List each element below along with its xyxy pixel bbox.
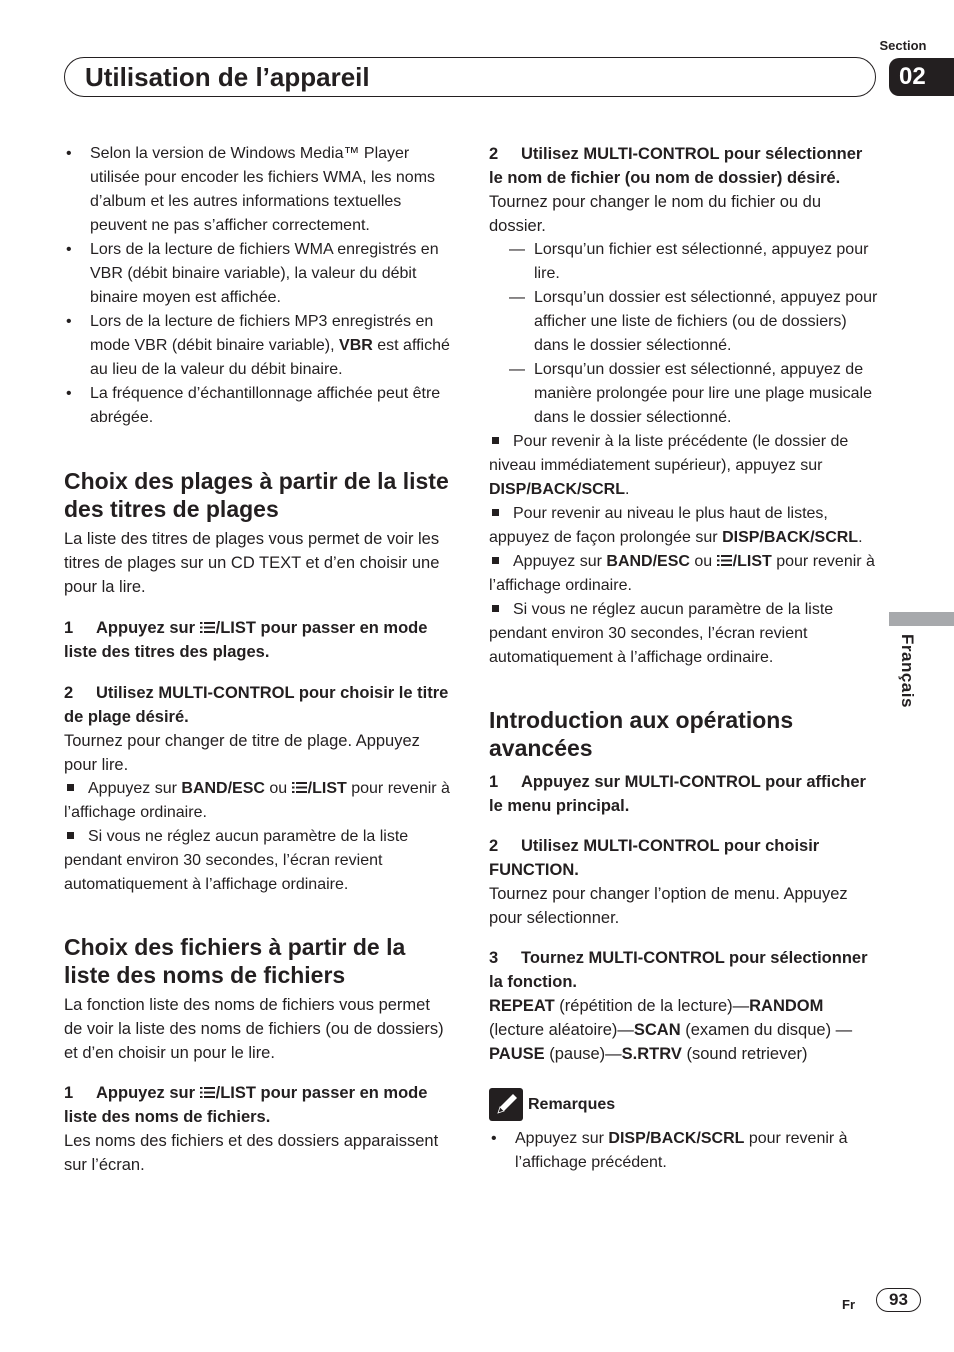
dash-list: [489, 238, 879, 430]
remarks-title: Remarques: [528, 1095, 616, 1113]
square-bullet-icon: [492, 605, 499, 612]
step-description: Tournez pour changer l’option de menu. Appuyez pour sélectionner.: [489, 885, 848, 927]
step-1: 1 Appuyez sur /LIST pour passer en mode liste des noms de fichiers.: [64, 1084, 428, 1126]
note: Pour revenir au niveau le plus haut de listes, appuyez de façon prolongée sur DISP/BACK/SCRL.: [489, 505, 863, 546]
section-heading-advanced: Introduction aux opérations avancées: [489, 707, 794, 761]
page-title: Utilisation de l’appareil: [85, 62, 370, 92]
note: Appuyez sur BAND/ESC ou /LIST pour revenir à l’affichage ordinaire.: [489, 553, 875, 594]
section-heading-tracks: Choix des plages à partir de la liste des titres de plages: [64, 468, 449, 522]
list-item: • Lors de la lecture de fichiers WMA enregistrés en VBR (débit binaire variable), la valeur du débit binaire moyen est affichée.: [64, 238, 452, 310]
header-bar: [64, 57, 876, 97]
note: Appuyez sur BAND/ESC ou /LIST pour revenir à l’affichage ordinaire.: [64, 780, 450, 821]
step-1: 1 Appuyez sur /LIST pour passer en mode liste des titres des plages.: [64, 619, 428, 661]
step-1: 1 Appuyez sur MULTI-CONTROL pour afficher le menu principal.: [489, 773, 866, 815]
step-description: Les noms des fichiers et des dossiers apparaissent sur l’écran.: [64, 1132, 439, 1174]
remarks-header: [489, 1088, 879, 1121]
list-item: — Lorsqu’un dossier est sélectionné, appuyez de manière prolongée pour lire une plage musicale dans le dossier sélectionné.: [509, 358, 879, 430]
section-number-badge: 02: [889, 58, 954, 96]
list-item: • Appuyez sur DISP/BACK/SCRL pour revenir à l’affichage précédent.: [489, 1127, 879, 1175]
section-intro: La fonction liste des noms de fichiers vous permet de voir la liste des noms de fichiers (ou de dossiers) et d’en choisir un pour le lire.: [64, 996, 444, 1062]
section-label: Section: [879, 38, 927, 53]
pencil-note-icon: [489, 1088, 523, 1121]
section-intro: La liste des titres de plages vous permet de voir les titres de plages sur un CD TEXT et d’en choisir une pour la lire.: [64, 530, 440, 596]
right-column: [489, 142, 879, 1175]
square-bullet-icon: [67, 784, 74, 791]
section-heading-files: Choix des fichiers à partir de la liste des noms de fichiers: [64, 934, 406, 988]
left-column: [64, 142, 452, 1177]
step-description: Tournez pour changer de titre de plage. Appuyez pour lire.: [64, 732, 420, 774]
list-item: • Lors de la lecture de fichiers MP3 enregistrés en mode VBR (débit binaire variable), VBR est affiché au lieu de la valeur du débit binaire.: [64, 310, 452, 382]
remarks-list: [489, 1127, 879, 1175]
step-2: 2 Utilisez MULTI-CONTROL pour choisir FUNCTION.: [489, 837, 820, 879]
list-icon: [200, 1086, 215, 1099]
square-bullet-icon: [492, 437, 499, 444]
list-icon: [292, 781, 307, 794]
list-icon: [717, 554, 732, 567]
note: Si vous ne réglez aucun paramètre de la liste pendant environ 30 secondes, l’écran revient automatiquement à l’affichage ordinaire.: [489, 601, 834, 666]
footer-language: Fr: [842, 1297, 855, 1312]
language-tab: [889, 612, 954, 626]
list-item: — Lorsqu’un dossier est sélectionné, appuyez pour afficher une liste de fichiers (ou de dossiers) dans le dossier sélectionné.: [509, 286, 879, 358]
step-description: Tournez pour changer le nom du fichier ou du dossier.: [489, 193, 822, 235]
list-icon: [200, 621, 215, 634]
list-item: • Selon la version de Windows Media™ Player utilisée pour encoder les fichiers WMA, les noms d’album et les autres informations textuelles peuvent ne pas s’afficher correctement.: [64, 142, 452, 238]
step-3: 3 Tournez MULTI-CONTROL pour sélectionner la fonction.: [489, 949, 868, 991]
square-bullet-icon: [67, 832, 74, 839]
language-label: Français: [898, 634, 917, 708]
list-item: • La fréquence d’échantillonnage affichée peut être abrégée.: [64, 382, 452, 430]
square-bullet-icon: [492, 509, 499, 516]
note: Pour revenir à la liste précédente (le dossier de niveau immédiatement supérieur), appuyez sur DISP/BACK/SCRL.: [489, 433, 849, 498]
note: Si vous ne réglez aucun paramètre de la liste pendant environ 30 secondes, l’écran revient automatiquement à l’affichage ordinaire.: [64, 828, 409, 893]
function-sequence: REPEAT (répétition de la lecture)—RANDOM (lecture aléatoire)—SCAN (examen du disque) —PAUSE (pause)—S.RTRV (sound retriever): [489, 997, 853, 1063]
page-number: 93: [876, 1288, 921, 1312]
step-2: 2 Utilisez MULTI-CONTROL pour sélectionner le nom de fichier (ou nom de dossier) désiré.: [489, 145, 863, 187]
square-bullet-icon: [492, 557, 499, 564]
notes-bullet-list: [64, 142, 452, 430]
list-item: — Lorsqu’un fichier est sélectionné, appuyez pour lire.: [509, 238, 879, 286]
step-2: 2 Utilisez MULTI-CONTROL pour choisir le titre de plage désiré.: [64, 684, 449, 726]
